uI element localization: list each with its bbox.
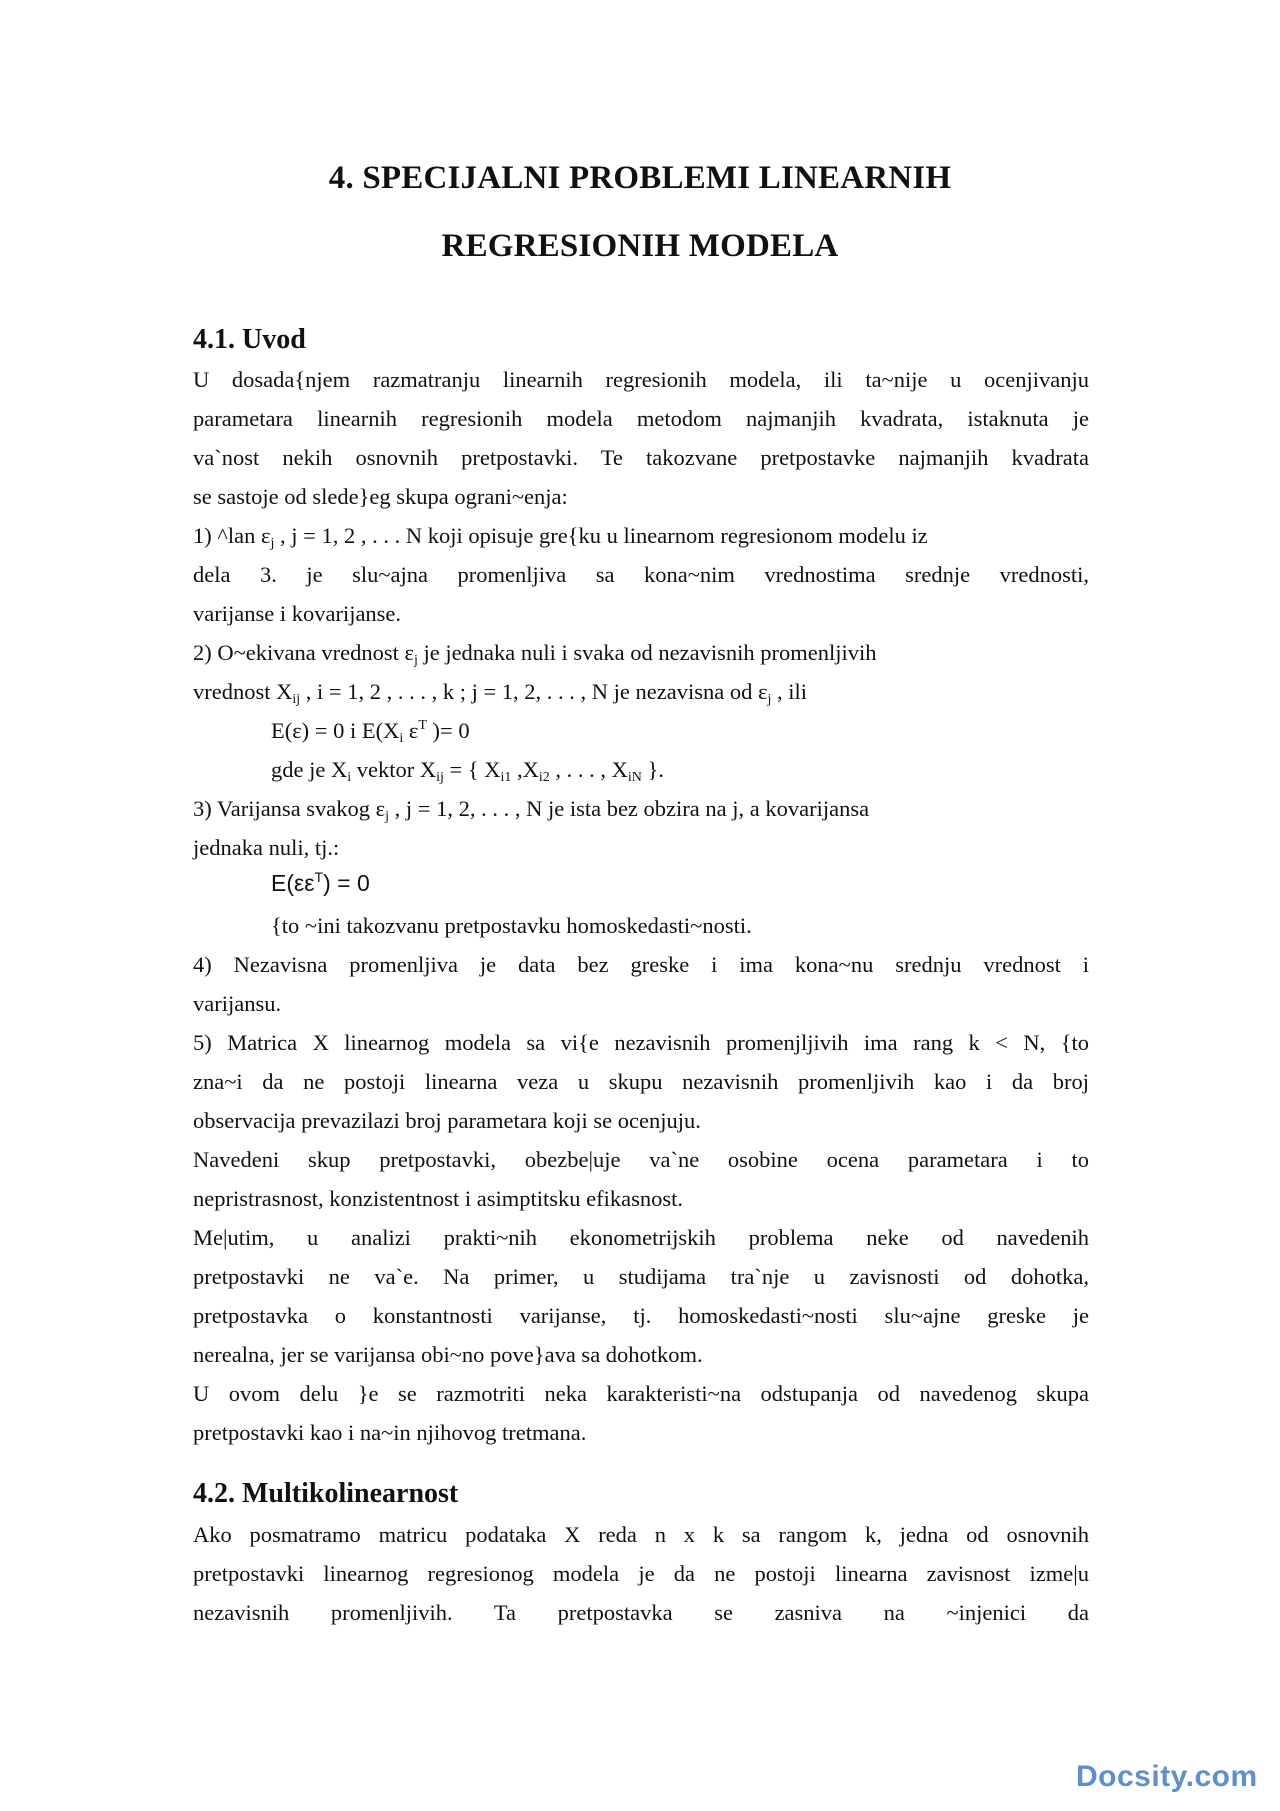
paragraph-line: pretpostavka o konstantnosti varijanse, tj. homoskedasti~nosti slu~ajne greske je — [193, 1305, 1089, 1328]
paragraph-line: Ako posmatramo matricu podataka X reda n x k sa rangom k, jedna od osnovnih — [193, 1524, 1089, 1547]
homoskedasticity-note: {to ~ini takozvanu pretpostavku homoskedasti~nosti. — [271, 913, 752, 938]
list-item-1-line-3: varijanse i kovarijanse. — [193, 601, 402, 626]
paragraph-line: nerealna, jer se varijansa obi~no pove}ava sa dohotkom. — [193, 1342, 703, 1367]
paragraph-line: Navedeni skup pretpostavki, obezbe|uje va`ne osobine ocena parametara i to — [193, 1149, 1089, 1172]
equation-covariance: $E(\varepsilon\varepsilon^T) = 0$ — [271, 869, 370, 896]
equation-expectation: E(ε) = 0 i $E(X_i$ $\varepsilon^T$ )= 0 — [271, 718, 470, 746]
docsity-watermark-logo: Docsity.com — [1076, 1760, 1258, 1793]
list-item-5-line-2: zna~i da ne postoji linearna veza u skupu nezavisnih promenljivih kao i da broj — [193, 1071, 1089, 1094]
list-item-1-line-1: 1) ^lan $\varepsilon_j$ , j = 1, 2 , . . . N koji opisuje gre{ku u linearnom regresionom modelu iz — [193, 523, 928, 551]
paragraph-line: nepristrasnost, konzistentnost i asimptitsku efikasnost. — [193, 1186, 683, 1211]
paragraph-line: va`nost nekih osnovnih pretpostavki. Te takozvane pretpostavke najmanjih kvadrata — [193, 447, 1089, 470]
vector-definition: gde je $X_i$ vektor $X_{ij}$ = { $X_{i1}$ $,X_{i2}$ , . . . , $X_{iN}$ }. — [271, 757, 664, 785]
list-item-5-line-3: observacija prevazilazi broj parametara koji se ocenjuju. — [193, 1108, 701, 1133]
list-item-2-line-1: 2) O~ekivana vrednost $\varepsilon_j$ je jednaka nuli i svaka od nezavisnih promenljivih — [193, 640, 877, 668]
paragraph-line: pretpostavki linearnog regresionog modela je da ne postoji linearna zavisnost izme|u — [193, 1563, 1089, 1586]
paragraph-line: pretpostavki ne va`e. Na primer, u studijama tra`nje u zavisnosti od dohotka, — [193, 1266, 1089, 1289]
list-item-3-line-2: jednaka nuli, tj.: — [193, 835, 340, 860]
chapter-title-line-1: 4. SPECIJALNI PROBLEMI LINEARNIH — [328, 160, 952, 196]
list-item-4-line-1: 4) Nezavisna promenljiva je data bez greske i ima kona~nu srednju vrednost i — [193, 954, 1089, 977]
paragraph-line: U ovom delu }e se razmotriti neka karakteristi~na odstupanja od navedenog skupa — [193, 1383, 1089, 1406]
paragraph-line: pretpostavki kao i na~in njihovog tretmana. — [193, 1420, 587, 1445]
list-item-1-line-2: dela 3. je slu~ajna promenljiva sa kona~nim vrednostima srednje vrednosti, — [193, 564, 1089, 587]
section-heading-multikolinearnost: 4.2. Multikolinearnost — [193, 1478, 459, 1509]
paragraph-line: nezavisnih promenljivih. Ta pretpostavka se zasniva na ~injenici da — [193, 1602, 1089, 1625]
list-item-4-line-2: varijansu. — [193, 991, 282, 1016]
list-item-2-line-2: vrednost $X_{ij}$ , i = 1, 2 , . . . , k ; j = 1, 2, . . . , N je nezavisna od $\varepsilon_j$ , ili — [193, 679, 807, 707]
chapter-title-line-2: REGRESIONIH MODELA — [441, 228, 839, 264]
list-item-3-line-1: 3) Varijansa svakog $\varepsilon_j$ , j = 1, 2, . . . , N je ista bez obzira na j, a kovarijansa — [193, 796, 870, 824]
section-heading-uvod: 4.1. Uvod — [193, 324, 306, 355]
paragraph-line: U dosada{njem razmatranju linearnih regresionih modela, ili ta~nije u ocenjivanju — [193, 369, 1089, 392]
paragraph-line: se sastoje od slede}eg skupa ograni~enja: — [193, 484, 568, 509]
paragraph-line: Me|utim, u analizi prakti~nih ekonometrijskih problema neke od navedenih — [193, 1227, 1089, 1250]
paragraph-line: parametara linearnih regresionih modela metodom najmanjih kvadrata, istaknuta je — [193, 408, 1089, 431]
list-item-5-line-1: 5) Matrica X linearnog modela sa vi{e nezavisnih promenjljivih ima rang k < N, {to — [193, 1032, 1089, 1055]
